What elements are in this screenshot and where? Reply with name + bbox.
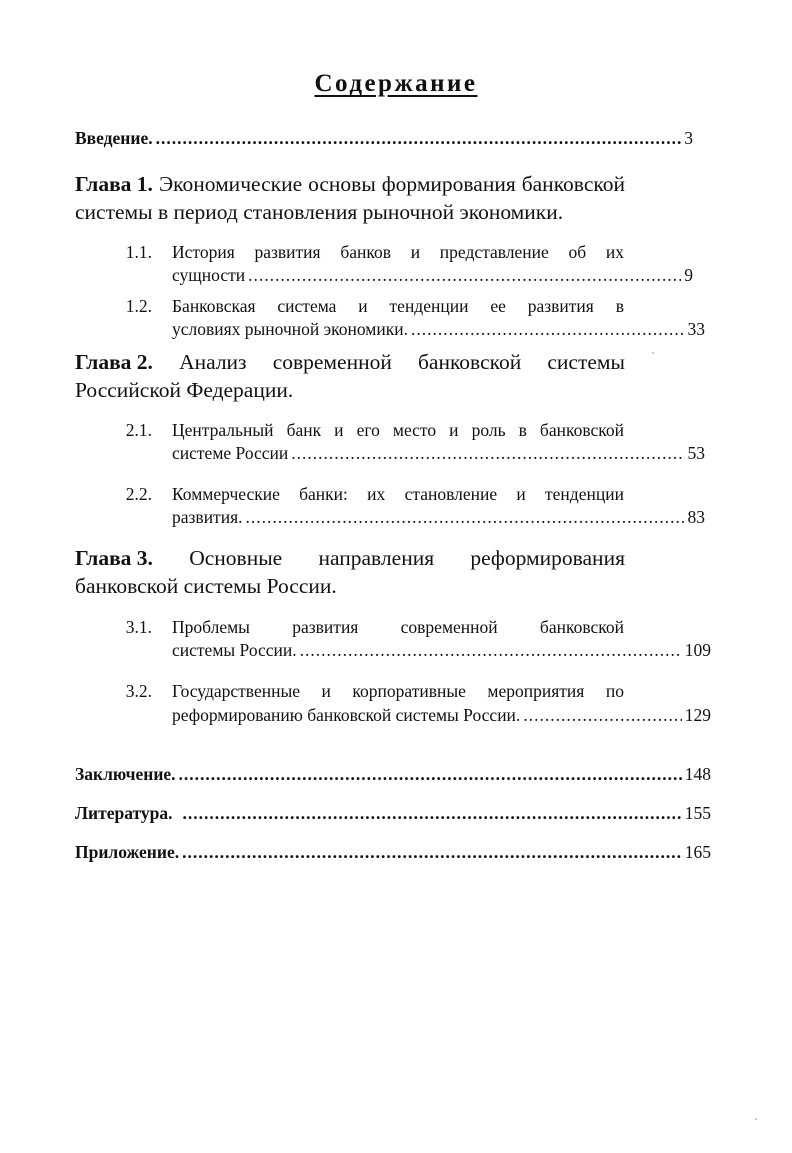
chapter-3-word: направления — [318, 546, 435, 570]
page-title: Содержание — [314, 70, 478, 97]
toc-conclusion-label: Заключение. — [75, 764, 176, 784]
section-tail: развития. — [172, 507, 243, 527]
section-word: и — [334, 420, 344, 440]
chapter-1-word: банковской — [521, 172, 625, 196]
section-3-2-number: 3.2. — [125, 681, 152, 701]
section-word: развития — [254, 242, 321, 262]
section-word: корпоративные — [352, 681, 466, 701]
leader-dots — [300, 640, 682, 661]
section-page: 83 — [687, 507, 705, 527]
section-page: 129 — [684, 705, 711, 725]
section-word: становление — [404, 484, 498, 504]
toc-intro — [75, 128, 693, 149]
section-page: 109 — [684, 640, 711, 660]
section-page: 9 — [684, 265, 693, 285]
section-word: тенденции — [545, 484, 624, 504]
section-3-2-title — [172, 681, 624, 702]
section-2-2-line2 — [172, 507, 705, 528]
scan-speck — [755, 1118, 757, 1120]
toc-intro-page: 3 — [684, 128, 693, 148]
chapter-2-word: банковской — [417, 350, 522, 374]
chapter-2-word: современной — [272, 350, 392, 374]
section-word: Коммерческие — [172, 484, 280, 504]
section-page: 53 — [687, 443, 705, 463]
section-2-1-line2 — [172, 443, 705, 464]
section-word: Государственные — [172, 681, 300, 701]
section-1-1-line2 — [172, 265, 693, 286]
section-1-2-title — [172, 296, 624, 317]
section-word: их — [367, 484, 386, 504]
scan-speck — [652, 352, 654, 354]
chapter-1-heading — [75, 170, 625, 226]
section-word: и — [321, 681, 331, 701]
leader-dots — [411, 319, 685, 340]
section-2-1-number: 2.1. — [125, 420, 152, 440]
section-word: банки: — [299, 484, 348, 504]
section-word: роль — [471, 420, 506, 440]
chapter-2-word: системы — [547, 350, 625, 374]
chapter-2-heading — [75, 348, 625, 404]
section-word: мероприятия — [487, 681, 585, 701]
chapter-3-prefix: Глава 3. — [75, 546, 153, 570]
section-2-2-title — [172, 484, 624, 505]
section-word: История — [172, 242, 235, 262]
section-word: тенденции — [389, 296, 469, 316]
section-word: система — [277, 296, 337, 316]
section-3-1-line2 — [172, 640, 711, 661]
section-word: их — [605, 242, 624, 262]
section-word: в — [615, 296, 624, 316]
chapter-3-heading — [75, 544, 625, 600]
toc-appendix-page: 165 — [684, 842, 711, 862]
section-word: банков — [340, 242, 391, 262]
chapter-3-word: реформирования — [470, 546, 625, 570]
toc-literature — [75, 803, 711, 824]
chapter-2-word: Анализ — [179, 350, 247, 374]
toc-literature-label: Литература. — [75, 803, 173, 823]
section-word: Центральный — [172, 420, 274, 440]
section-word: банковской — [539, 617, 624, 637]
section-tail: реформированию банковской системы России. — [172, 705, 521, 725]
section-word: по — [605, 681, 624, 701]
leader-dots — [183, 803, 682, 824]
section-word: и — [449, 420, 459, 440]
toc-intro-label: Введение. — [75, 128, 153, 148]
section-2-2-number: 2.2. — [125, 484, 152, 504]
section-3-1-title — [172, 617, 624, 638]
toc-literature-page: 155 — [684, 803, 711, 823]
section-3-2-line2 — [172, 705, 711, 726]
section-1-2-number: 1.2. — [125, 296, 152, 316]
section-word: ее — [490, 296, 506, 316]
chapter-1-title-line2: системы в период становления рыночной экономики. — [75, 200, 564, 224]
chapter-2-title-line2: Российской Федерации. — [75, 378, 294, 402]
leader-dots — [291, 443, 684, 464]
section-word: и — [410, 242, 421, 262]
section-word: представление — [439, 242, 549, 262]
section-2-1-title — [172, 420, 624, 441]
chapter-1-word: формирования — [381, 172, 516, 196]
section-3-1-number: 3.1. — [125, 617, 152, 637]
leader-dots — [248, 265, 681, 286]
section-word: место — [392, 420, 437, 440]
section-word: банковской — [539, 420, 624, 440]
section-word: Банковская — [172, 296, 256, 316]
leader-dots — [523, 705, 681, 726]
section-word: в — [518, 420, 527, 440]
section-1-2-line2 — [172, 319, 705, 340]
section-word: современной — [400, 617, 498, 637]
section-tail: сущности — [172, 265, 246, 285]
section-word: и — [516, 484, 526, 504]
section-1-1-number: 1.1. — [125, 242, 152, 262]
toc-conclusion-page: 148 — [684, 764, 711, 784]
section-tail: системе России — [172, 443, 289, 463]
section-word: развития — [527, 296, 594, 316]
toc-conclusion — [75, 764, 711, 785]
section-word: об — [568, 242, 587, 262]
leader-dots — [246, 507, 685, 528]
toc-appendix — [75, 842, 711, 863]
section-word: банк — [286, 420, 322, 440]
section-word: и — [358, 296, 368, 316]
section-tail: системы России. — [172, 640, 297, 660]
chapter-1-word: основы — [308, 172, 376, 196]
chapter-1-prefix: Глава 1. — [75, 172, 153, 196]
section-1-1-title — [172, 242, 624, 263]
chapter-1-word: Экономические — [158, 172, 303, 196]
section-word: его — [356, 420, 380, 440]
leader-dots — [179, 764, 682, 785]
chapter-3-word: Основные — [189, 546, 283, 570]
chapter-2-prefix: Глава 2. — [75, 350, 153, 374]
section-tail: условиях рыночной экономики. — [172, 319, 408, 339]
chapter-3-title-line2: банковской системы России. — [75, 574, 337, 598]
leader-dots — [182, 842, 682, 863]
section-word: Проблемы — [172, 617, 250, 637]
toc-appendix-label: Приложение. — [75, 842, 180, 862]
leader-dots — [156, 128, 682, 149]
section-page: 33 — [687, 319, 705, 339]
section-word: развития — [292, 617, 359, 637]
